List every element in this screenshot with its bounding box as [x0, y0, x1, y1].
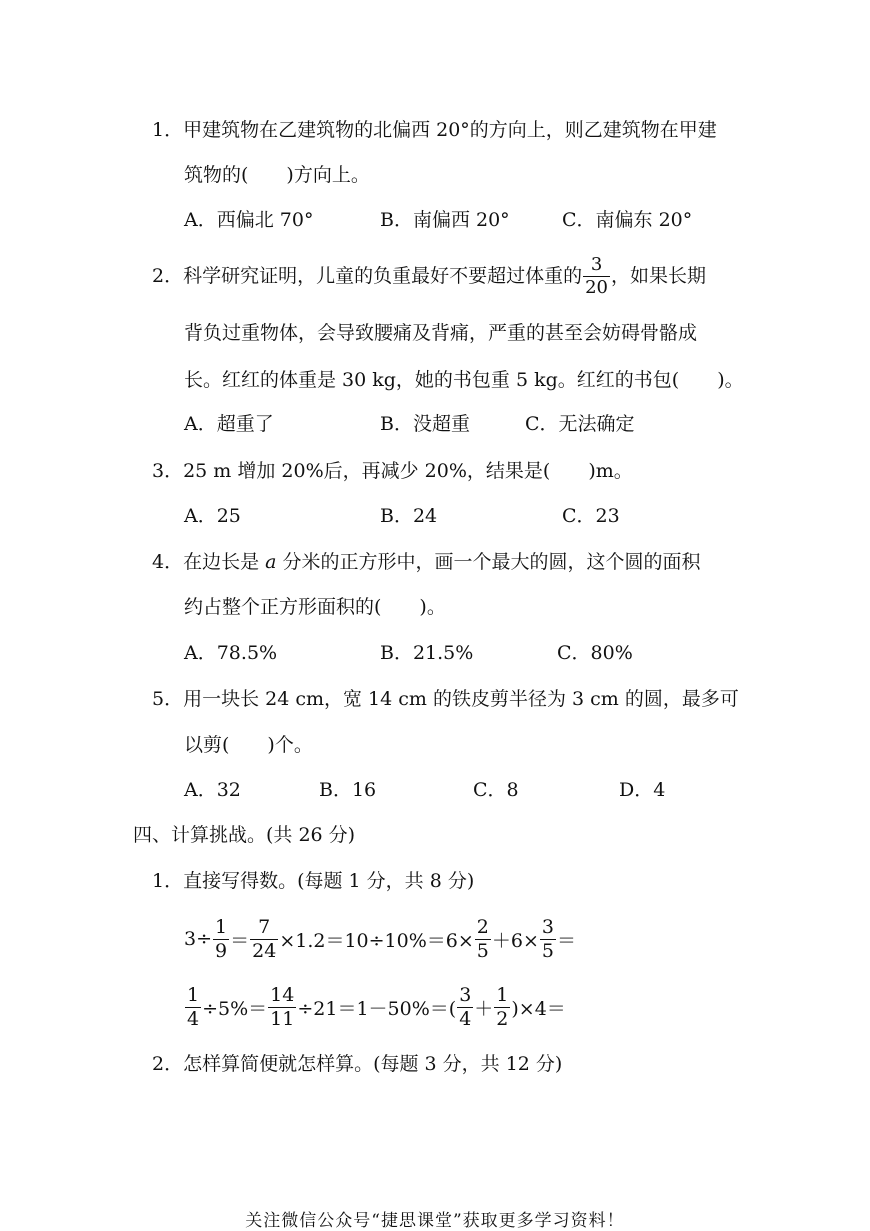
math-row2-part-c: ＋ [474, 997, 494, 1020]
q2-fraction-denominator: 20 [585, 276, 609, 298]
math-row1-part-d: ＋6× [491, 929, 539, 952]
math-row1-frac4-num: 3 [541, 915, 554, 938]
q4-option-b[interactable]: B．21.5% [380, 642, 474, 664]
q4-line2: 约占整个正方形面积的( )。 [184, 596, 446, 618]
q2-line3: 长。红红的体重是 30 kg，她的书包重 5 kg。红红的书包( )。 [184, 369, 744, 391]
math-row1-frac3 [475, 915, 491, 962]
footer-note: 关注微信公众号“捷思课堂”获取更多学习资料！ [245, 1211, 625, 1231]
q3-number: 3． [152, 460, 184, 482]
math-row1-frac1-den: 9 [215, 939, 228, 962]
math-row2-frac4 [494, 983, 510, 1030]
section4-q1-text: 直接写得数。(每题 1 分，共 8 分) [183, 870, 475, 892]
math-row1-frac3-den: 5 [476, 939, 489, 962]
q5-option-d[interactable]: D．4 [619, 779, 666, 801]
math-row1-part-b: ＝ [230, 929, 250, 952]
math-row2-part-b: ÷21＝1－50%＝( [297, 997, 457, 1020]
q3-option-a[interactable]: A．25 [184, 505, 241, 527]
q5-option-c[interactable]: C．8 [473, 779, 519, 801]
q1-option-c[interactable]: C．南偏东 20° [562, 209, 693, 231]
math-row2-frac2-num: 14 [270, 983, 295, 1006]
q5-line2: 以剪( )个。 [184, 734, 313, 756]
q2-fraction-numerator: 3 [583, 256, 610, 277]
math-row2-frac1-den: 4 [187, 1007, 200, 1030]
q2-option-a[interactable]: A．超重了 [184, 413, 274, 435]
math-row1-frac3-num: 2 [476, 915, 489, 938]
q4-line1 [152, 550, 701, 574]
q1-line1 [152, 118, 717, 142]
q4-number: 4． [152, 551, 184, 573]
section4-q2 [152, 1052, 562, 1076]
q2-line2: 背负过重物体，会导致腰痛及背痛，严重的甚至会妨碍骨骼成 [184, 322, 698, 344]
q5-option-a[interactable]: A．32 [184, 779, 241, 801]
q2-text-line1-post: ，如果长期 [611, 265, 707, 287]
math-row1-frac2 [250, 915, 278, 962]
math-row1-frac1-num: 1 [215, 915, 228, 938]
q5-line1 [152, 687, 739, 711]
q5-number: 5． [152, 688, 184, 710]
q4-option-c[interactable]: C．80% [557, 642, 633, 664]
math-row1-frac2-num: 7 [250, 918, 278, 940]
math-row2-frac4-den: 2 [496, 1007, 509, 1030]
q5-text-line1: 用一块长 24 cm，宽 14 cm 的铁皮剪半径为 3 cm 的圆，最多可 [183, 688, 739, 710]
q1-text-line1: 甲建筑物在乙建筑物的北偏西 20°的方向上，则乙建筑物在甲建 [183, 119, 717, 141]
math-row2-frac3-num: 3 [459, 983, 472, 1006]
section4-q2-text: 怎样算简便就怎样算。(每题 3 分，共 12 分) [183, 1053, 563, 1075]
math-row2-frac4-num: 1 [496, 983, 509, 1006]
math-row2-frac1-num: 1 [187, 983, 200, 1006]
math-row2-frac3-den: 4 [459, 1007, 472, 1030]
math-row2-part-d: )×4＝ [511, 997, 566, 1020]
math-row1-frac4-den: 5 [541, 939, 554, 962]
math-row2-frac3 [457, 983, 473, 1030]
section4-q1-number: 1． [152, 870, 184, 892]
math-row2-frac1 [185, 983, 201, 1030]
math-row2-frac2-den: 11 [270, 1007, 295, 1030]
q2-fraction [583, 253, 610, 298]
q3-option-b[interactable]: B．24 [380, 505, 438, 527]
q4-option-a[interactable]: A．78.5% [184, 642, 278, 664]
math-row1-part-c: ×1.2＝10÷10%＝6× [279, 929, 474, 952]
q1-option-b[interactable]: B．南偏西 20° [380, 209, 510, 231]
math-row1-frac2-den: 24 [252, 939, 277, 962]
section4-q1 [152, 869, 474, 893]
math-row2-part-a: ÷5%＝ [202, 997, 268, 1020]
q1-option-a[interactable]: A．西偏北 70° [184, 209, 314, 231]
q3-text-line1: 25 m 增加 20%后，再减少 20%，结果是( )m。 [183, 460, 633, 482]
section4-title: 四、计算挑战。(共 26 分) [133, 824, 356, 846]
math-row2-frac2 [268, 983, 296, 1030]
math-row-1 [184, 914, 576, 964]
q4-text-line1-post: 分米的正方形中，画一个最大的圆，这个圆的面积 [276, 551, 701, 573]
math-row-2 [184, 982, 566, 1032]
math-row1-part-e: ＝ [557, 929, 577, 952]
math-row1-part-a: 3÷ [184, 928, 213, 950]
q3-line1 [152, 459, 633, 483]
section4-q2-number: 2． [152, 1053, 184, 1075]
q4-text-line1-pre: 在边长是 [183, 551, 266, 573]
q1-number: 1． [152, 119, 184, 141]
q5-option-b[interactable]: B．16 [319, 779, 377, 801]
q2-number: 2． [152, 265, 184, 287]
q2-option-b[interactable]: B．没超重 [380, 413, 470, 435]
math-row1-frac1 [213, 915, 229, 962]
q1-line2: 筑物的( )方向上。 [184, 164, 370, 186]
q3-option-c[interactable]: C．23 [562, 505, 620, 527]
math-row1-frac4 [540, 915, 556, 962]
q2-line1 [152, 252, 706, 300]
q4-variable: a [265, 551, 277, 573]
q2-option-c[interactable]: C．无法确定 [525, 413, 635, 435]
q2-text-line1-pre: 科学研究证明，儿童的负重最好不要超过体重的 [183, 265, 583, 287]
